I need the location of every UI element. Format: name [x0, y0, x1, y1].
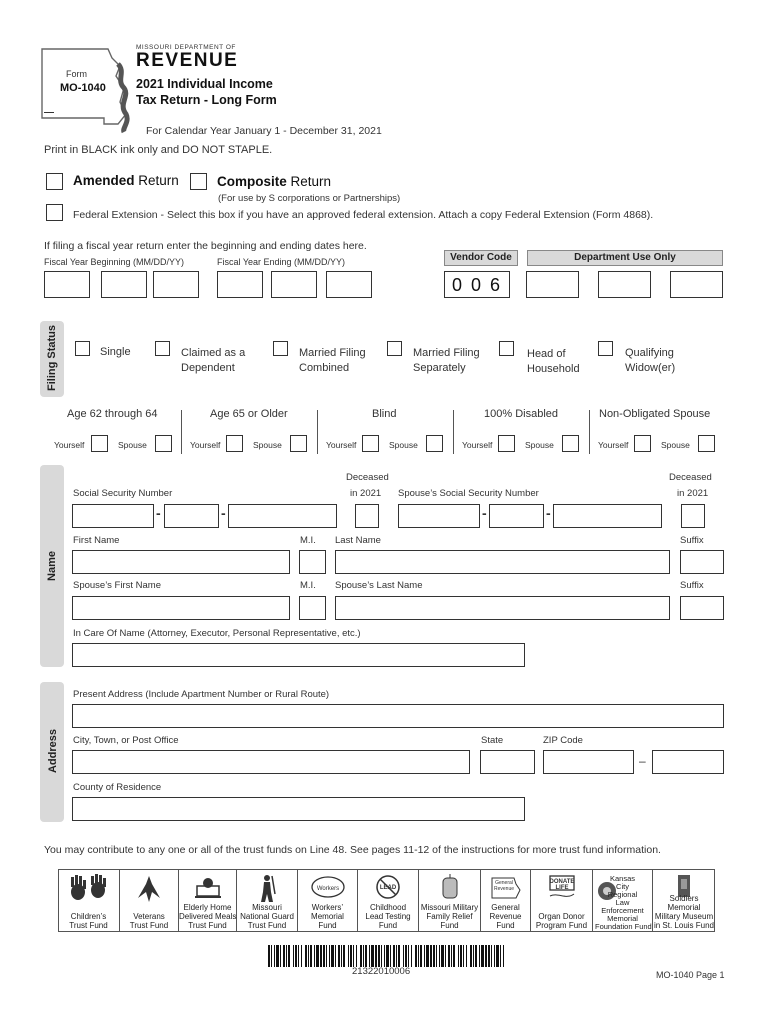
amended-bold: Amended: [73, 173, 135, 188]
state-border-accent: [112, 62, 134, 134]
calendar-year-note: For Calendar Year January 1 - December 31, 2021: [146, 125, 382, 137]
federal-extension-label: Federal Extension - Select this box if you have an approved federal extension. Attach a copy Federal Extension (Form 4868).: [73, 209, 654, 221]
qualifying-widow-label: Qualifying Widow(er): [625, 347, 676, 374]
fiscal-begin-year[interactable]: [153, 271, 199, 298]
blind-yourself-checkbox[interactable]: [362, 435, 379, 452]
barcode: [268, 945, 504, 967]
fiscal-end-month[interactable]: [217, 271, 263, 298]
general-revenue-fund: [481, 870, 531, 932]
disabled-header: 100% Disabled: [484, 408, 558, 420]
suffix-label: Suffix: [680, 535, 704, 546]
deceased-label-2: in 2021: [350, 488, 382, 499]
dept-use-box-1: [526, 271, 579, 298]
spouse-ssn-part1-input[interactable]: [398, 504, 480, 528]
city-input[interactable]: [72, 750, 470, 774]
spouse-first-name-input[interactable]: [72, 596, 290, 620]
deceased-checkbox[interactable]: [355, 504, 379, 528]
suffix-input[interactable]: [680, 550, 724, 574]
age65-spouse-checkbox[interactable]: [290, 435, 307, 452]
dept-use-box-3: [670, 271, 723, 298]
fund-label: Veterans Trust Fund: [129, 912, 169, 930]
ssn-dash: -: [156, 505, 161, 521]
age-65-header: Age 65 or Older: [210, 408, 288, 420]
fiscal-year-note: If filing a fiscal year return enter the beginning and ending dates here.: [44, 240, 367, 252]
workers-icon-text: Workers: [316, 886, 339, 892]
yourself-label: Yourself: [190, 440, 221, 450]
present-address-label: Present Address (Include Apartment Number or Rural Route): [73, 689, 330, 700]
deceased-label-1: Deceased: [669, 472, 712, 483]
mi-label: M.I.: [300, 580, 316, 591]
married-combined-checkbox[interactable]: [273, 341, 288, 356]
fund-label: Organ Donor Program Fund: [535, 912, 588, 930]
trust-fund-note: You may contribute to any one or all of the trust funds on Line 48. See pages 11-12 of the instructions for more trust fund information.: [44, 844, 661, 856]
first-name-label: First Name: [73, 535, 120, 546]
married-combined-label: Married Filing Combined: [299, 347, 366, 374]
age62-yourself-checkbox[interactable]: [91, 435, 108, 452]
dept-use-box-2: [598, 271, 651, 298]
barcode-number: 21322010006: [352, 966, 411, 977]
fiscal-ending-label: Fiscal Year Ending (MM/DD/YY): [217, 257, 346, 267]
married-separately-checkbox[interactable]: [387, 341, 402, 356]
zip-label: ZIP Code: [543, 735, 583, 746]
name-section-label: Name: [46, 551, 58, 581]
ssn-part1-input[interactable]: [72, 504, 154, 528]
military-family-relief-fund: [419, 870, 481, 932]
age-divider-1: [181, 410, 182, 454]
non-obligated-header: Non-Obligated Spouse: [599, 408, 711, 420]
disabled-yourself-checkbox[interactable]: [498, 435, 515, 452]
county-input[interactable]: [72, 797, 525, 821]
form-title-line2: Tax Return - Long Form: [136, 93, 277, 107]
department-logo: REVENUE: [136, 50, 239, 71]
first-name-input[interactable]: [72, 550, 290, 574]
fiscal-end-day[interactable]: [271, 271, 317, 298]
lead-icon-text: LEAD: [379, 885, 397, 891]
fund-label: Missouri National Guard Trust Fund: [240, 903, 294, 930]
fund-label: Children’s Trust Fund: [69, 912, 108, 930]
childrens-trust-fund: [58, 870, 120, 932]
spouse-ssn-label: Spouse’s Social Security Number: [398, 488, 539, 499]
care-of-label: In Care Of Name (Attorney, Executor, Personal Representative, etc.): [73, 628, 361, 639]
ssn-part3-input[interactable]: [228, 504, 337, 528]
zip-dash: –: [639, 754, 646, 768]
fund-label: General Revenue Fund: [489, 903, 522, 930]
spouse-deceased-checkbox[interactable]: [681, 504, 705, 528]
spouse-label: Spouse: [389, 440, 418, 450]
spouse-last-name-input[interactable]: [335, 596, 670, 620]
ssn-part2-input[interactable]: [164, 504, 219, 528]
mi-label: M.I.: [300, 535, 316, 546]
composite-bold: Composite: [217, 174, 287, 189]
non-obligated-spouse-checkbox[interactable]: [698, 435, 715, 452]
age-62-header: Age 62 through 64: [67, 408, 158, 420]
composite-note: (For use by S corporations or Partnerships): [218, 193, 401, 204]
blind-header: Blind: [372, 408, 397, 420]
fund-label: Soldiers Memorial Military Museum in St. Louis Fund: [653, 894, 715, 930]
general-icon-text: General Revenue: [493, 880, 514, 892]
age65-yourself-checkbox[interactable]: [226, 435, 243, 452]
amended-rest: Return: [138, 173, 179, 188]
eagle-icon: [134, 874, 164, 904]
ssn-dash: -: [546, 505, 551, 521]
non-obligated-yourself-checkbox[interactable]: [634, 435, 651, 452]
qualifying-widow-checkbox[interactable]: [598, 341, 613, 356]
print-instruction: Print in BLACK ink only and DO NOT STAPLE.: [44, 144, 273, 156]
federal-extension-checkbox[interactable]: [46, 204, 63, 221]
fund-label: Missouri Military Family Relief Fund: [420, 903, 479, 930]
donate-life-icon: [542, 874, 582, 902]
handprints-icon: [67, 874, 111, 902]
spouse-ssn-part2-input[interactable]: [489, 504, 544, 528]
state-label: State: [481, 735, 504, 746]
head-household-label: Head of Household: [527, 348, 580, 375]
blind-spouse-checkbox[interactable]: [426, 435, 443, 452]
ssn-label: Social Security Number: [73, 488, 173, 499]
present-address-input[interactable]: [72, 704, 724, 728]
fund-label: Childhood Lead Testing Fund: [365, 903, 411, 930]
age-divider-3: [453, 410, 454, 454]
header-rule: [44, 112, 54, 113]
deceased-label-1: Deceased: [346, 472, 389, 483]
missouri-general-revenue-icon: [488, 874, 524, 902]
suffix-label: Suffix: [680, 580, 704, 591]
life-icon-text: DONATE LIFE: [549, 879, 574, 891]
spouse-label: Spouse: [525, 440, 554, 450]
fund-label: Kansas City Regional Law Enforcement Memorial Foundation Fund: [595, 874, 652, 931]
form-number: MO-1040: [60, 82, 106, 94]
age62-spouse-checkbox[interactable]: [155, 435, 172, 452]
mi-input[interactable]: [299, 550, 326, 574]
filing-status-label: Filing Status: [46, 325, 58, 391]
department-small-label: MISSOURI DEPARTMENT OF: [136, 44, 236, 51]
spouse-last-name-label: Spouse’s Last Name: [335, 580, 423, 591]
head-household-checkbox[interactable]: [499, 341, 514, 356]
city-label: City, Town, or Post Office: [73, 735, 179, 746]
kc-law-enforcement-fund: [593, 870, 653, 932]
zip-input[interactable]: [543, 750, 634, 774]
address-section-label: Address: [47, 728, 59, 774]
spouse-label: Spouse: [253, 440, 282, 450]
single-checkbox[interactable]: [75, 341, 90, 356]
claimed-dependent-label: Claimed as a Dependent: [181, 347, 246, 374]
county-label: County of Residence: [73, 782, 162, 793]
last-name-input[interactable]: [335, 550, 670, 574]
yourself-label: Yourself: [598, 440, 629, 450]
ssn-dash: -: [221, 505, 226, 521]
no-lead-icon: [370, 874, 406, 902]
form-title-line1: 2021 Individual Income: [136, 77, 273, 91]
form-word: Form: [66, 69, 87, 79]
spouse-mi-input[interactable]: [299, 596, 326, 620]
fund-label: Workers’ Memorial Fund: [311, 903, 344, 930]
ssn-dash: -: [482, 505, 487, 521]
organ-donor-fund: [531, 870, 593, 932]
fiscal-begin-month[interactable]: [44, 271, 90, 298]
veterans-trust-fund: [120, 870, 179, 932]
dog-tag-icon: [435, 874, 465, 902]
fund-label: Elderly Home Delivered Meals Trust Fund: [179, 903, 237, 930]
married-separately-label: Married Filing Separately: [413, 347, 480, 374]
spouse-label: Spouse: [118, 440, 147, 450]
fiscal-begin-day[interactable]: [101, 271, 147, 298]
elderly-meals-fund: [179, 870, 237, 932]
disabled-spouse-checkbox[interactable]: [562, 435, 579, 452]
lead-testing-fund: [358, 870, 419, 932]
workers-memorial-icon: [308, 874, 348, 902]
dept-use-header: Department Use Only: [527, 250, 723, 266]
vendor-code-value: 0 0 6: [444, 271, 510, 298]
yourself-label: Yourself: [54, 440, 85, 450]
age-divider-4: [589, 410, 590, 454]
spouse-first-name-label: Spouse’s First Name: [73, 580, 161, 591]
last-name-label: Last Name: [335, 535, 381, 546]
deceased-label-2: in 2021: [677, 488, 709, 499]
spouse-suffix-input[interactable]: [680, 596, 724, 620]
yourself-label: Yourself: [462, 440, 493, 450]
state-input[interactable]: [480, 750, 535, 774]
age-divider-2: [317, 410, 318, 454]
spouse-ssn-part3-input[interactable]: [553, 504, 662, 528]
yourself-label: Yourself: [326, 440, 357, 450]
care-of-input[interactable]: [72, 643, 525, 667]
fiscal-end-year[interactable]: [326, 271, 372, 298]
zip-plus4-input[interactable]: [652, 750, 724, 774]
vendor-code-header: Vendor Code: [444, 250, 518, 266]
meal-tray-icon: [193, 874, 223, 902]
composite-checkbox[interactable]: [190, 173, 207, 190]
spouse-label: Spouse: [661, 440, 690, 450]
amended-checkbox[interactable]: [46, 173, 63, 190]
soldiers-memorial-fund: [653, 870, 715, 932]
single-label: Single: [100, 346, 131, 358]
composite-rest: Return: [290, 174, 332, 189]
minuteman-icon: [255, 874, 279, 904]
workers-memorial-fund: [298, 870, 358, 932]
claimed-dependent-checkbox[interactable]: [155, 341, 170, 356]
fiscal-beginning-label: Fiscal Year Beginning (MM/DD/YY): [44, 257, 185, 267]
page-label: MO-1040 Page 1: [656, 970, 725, 980]
national-guard-fund: [237, 870, 298, 932]
